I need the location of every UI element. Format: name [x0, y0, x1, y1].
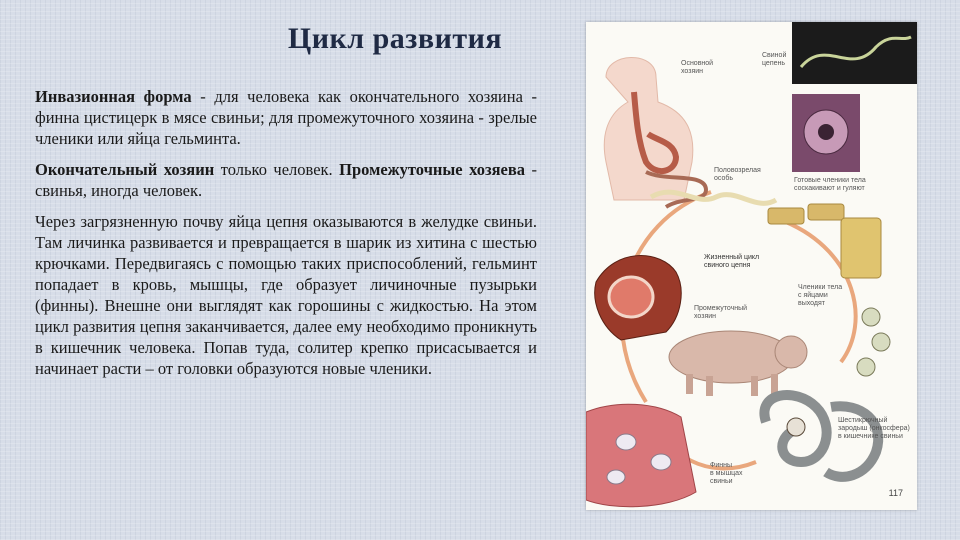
segment-large	[841, 218, 881, 278]
oncosphere	[787, 418, 805, 436]
text-column	[35, 86, 537, 389]
term-intermediate-hosts: Промежуточные хозяева	[339, 160, 526, 179]
paragraph-cycle-description: Через загрязненную почву яйца цепня оказываются в желудке свиньи. Там личинка развивается и превращается в шарик из хитина с шестью крючками. Передвигаясь с помощью таких приспособлений, гельминт попадает в кровь, мышцы, где образует личиночные пузырьки (финны). Внешне они выглядят как горошины с жидкостью. На этом цикл развития цепня заканчивается, далее ему необходимо проникнуть в кишечник человека. Попав туда, солитер крепко присасывается и начинает расти – от головки образуются новые членики.	[35, 212, 537, 378]
slide-title: Цикл развития	[287, 22, 503, 55]
term-definitive-host: Окончательный хозяин	[35, 160, 215, 179]
pig-muscle	[586, 404, 696, 507]
segment-2	[808, 204, 844, 220]
pork-meat-cut	[609, 277, 653, 317]
paragraph-invasive-form-text: - для человека как окончательного хозяина - финна цистицерк в мясе свиньи; для промежуточного хозяина - зрелые членики или яйца гельминта.	[35, 87, 537, 148]
label-intermediate-host: Промежуточный хозяин	[694, 305, 748, 320]
label-cysts: Финны в мышцах свиньи	[710, 462, 743, 485]
segment-1	[768, 208, 804, 224]
label-pork-tapeworm: Свиной цепень	[762, 52, 787, 67]
cyst-2	[651, 454, 671, 470]
egg-3	[857, 358, 875, 376]
term-invasive-form: Инвазионная форма	[35, 87, 192, 106]
cyst-1	[616, 434, 636, 450]
paragraph-invasive-form	[35, 86, 537, 149]
label-definitive-host: Основной хозяин	[681, 60, 714, 75]
lifecycle-illustration	[586, 22, 917, 510]
label-adult-worm: Половозрелая особь	[714, 167, 761, 182]
pig-leg-1	[686, 374, 693, 394]
egg-1	[862, 308, 880, 326]
paragraph-hosts-mid: только человек.	[214, 160, 340, 179]
label-life-cycle: Жизненный цикл свиного цепня	[704, 254, 760, 269]
scolex-hooks	[818, 124, 834, 140]
label-eggs: Членики тела с яйцами выходят	[798, 284, 843, 307]
pig-head	[775, 336, 807, 368]
paragraph-hosts-end: - свинья, иногда человек.	[35, 160, 538, 200]
page-number: 117	[888, 488, 903, 498]
paragraph-hosts	[35, 159, 537, 201]
egg-2	[872, 333, 890, 351]
label-segments: Готовые членики тела соскакивают и гуляют	[794, 177, 866, 192]
worm-photo-frame	[792, 22, 917, 84]
pig-leg-3	[751, 376, 758, 396]
pig-leg-4	[771, 374, 778, 394]
pig-leg-2	[706, 376, 713, 396]
cyst-3	[607, 470, 625, 484]
label-oncosphere: Шестикрючный зародыш (онкосфера) в кишечнике свиньи	[838, 417, 910, 440]
